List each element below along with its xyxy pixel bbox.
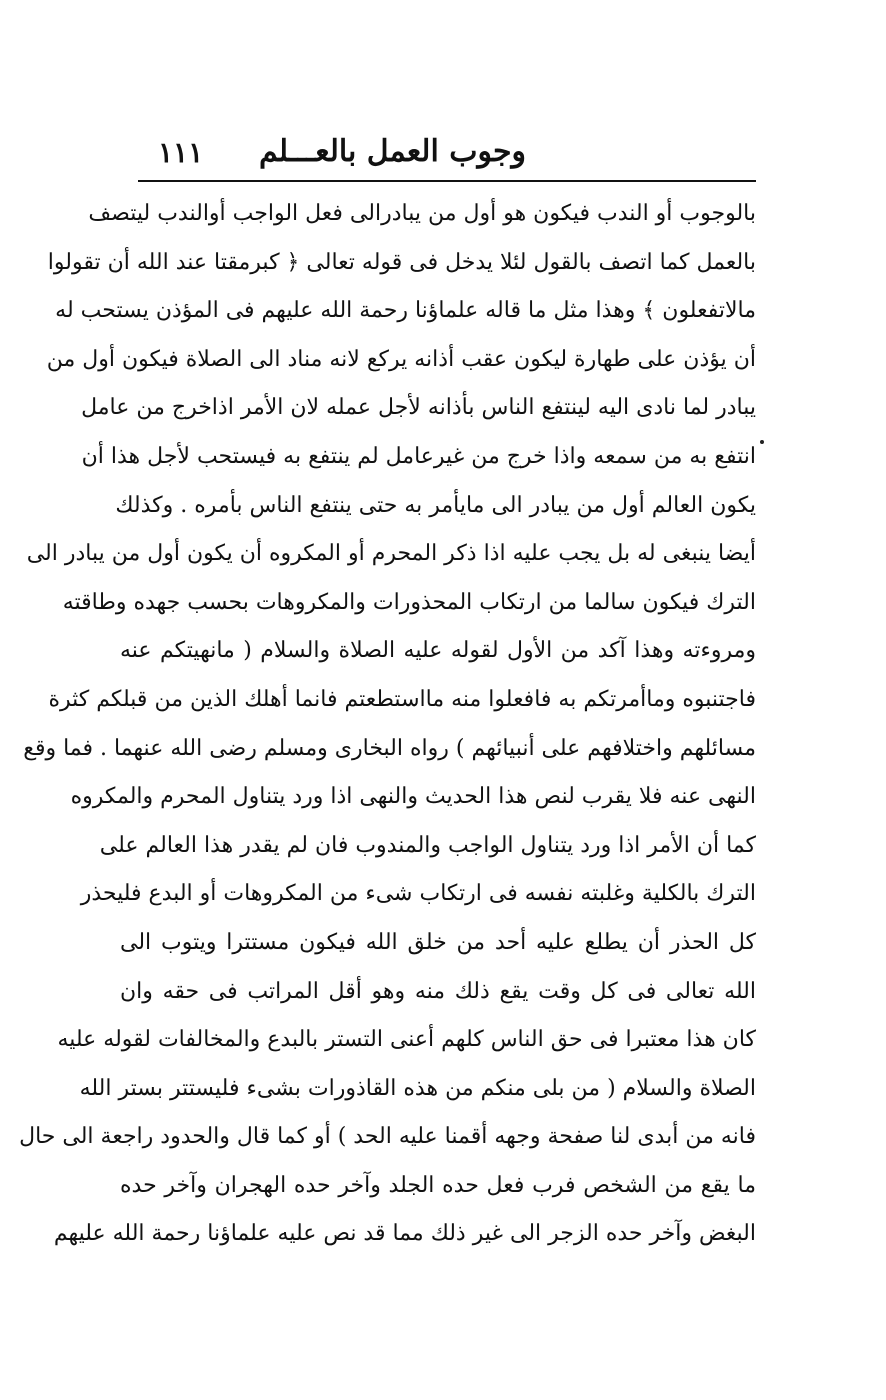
text-line: بالعمل كما اتصف بالقول لئلا يدخل فى قوله تعالى ﴿ كبرمقتا عند الله أن تقولوا bbox=[47, 249, 756, 275]
text-line: ما يقع من الشخص فرب فعل حده الجلد وآخر حده الهجران وآخر حده bbox=[120, 1172, 756, 1198]
text-line: الله تعالى فى كل وقت يقع ذلك منه وهو أقل المراتب فى حقه وان bbox=[120, 978, 756, 1004]
text-line: فاجتنبوه وماأمرتكم به فافعلوا منه مااستطعتم فانما أهلك الذين من قبلكم كثرة bbox=[48, 686, 756, 712]
text-line: يكون العالم أول من يبادر الى مايأمر به حتى ينتفع الناس بأمره . وكذلك bbox=[115, 492, 756, 518]
text-line: مالاتفعلون ﴾ وهذا مثل ما قاله علماؤنا رحمة الله عليهم فى المؤذن يستحب له bbox=[55, 298, 756, 324]
text-line: انتفع به من سمعه واذا خرج من غيرعامل لم ينتفع به فيستحب لأجل هذا أن bbox=[81, 443, 756, 469]
text-line: الترك بالكلية وغلبته نفسه فى ارتكاب شىء من المكروهات أو البدع فليحذر bbox=[80, 881, 756, 907]
page-header bbox=[138, 128, 756, 180]
body-text bbox=[19, 190, 756, 1259]
text-line: مسائلهم واختلافهم على أنبيائهم ) رواه البخارى ومسلم رضى الله عنهما . فما وقع bbox=[23, 735, 756, 761]
text-line: كان هذا معتبرا فى حق الناس كلهم أعنى التستر بالبدع والمخالفات لقوله عليه bbox=[57, 1027, 756, 1053]
header-rule bbox=[138, 180, 756, 182]
text-line: النهى عنه فلا يقرب لنص هذا الحديث والنهى اذا ورد يتناول المحرم والمكروه bbox=[70, 784, 756, 810]
text-line: كما أن الأمر اذا ورد يتناول الواجب والمندوب فان لم يقدر هذا العالم على bbox=[99, 832, 756, 858]
text-line: كل الحذر أن يطلع عليه أحد من خلق الله فيكون مستترا ويتوب الى bbox=[120, 929, 756, 955]
text-line: فانه من أبدى لنا صفحة وجهه أقمنا عليه الحد ) أو كما قال والحدود راجعة الى حال bbox=[19, 1124, 756, 1150]
text-line: ومروءته وهذا آكد من الأول لقوله عليه الصلاة والسلام ( مانهيتكم عنه bbox=[120, 638, 756, 664]
text-line: الصلاة والسلام ( من بلى منكم من هذه القاذورات بشىء فليستتر بستر الله bbox=[79, 1075, 756, 1101]
text-line: أن يؤذن على طهارة ليكون عقب أذانه يركع لانه مناد الى الصلاة فيكون أول من bbox=[46, 346, 756, 372]
text-line: يبادر لما نادى اليه لينتفع الناس بأذانه لأجل عمله لان الأمر اذاخرج من عامل bbox=[81, 395, 756, 421]
text-line: بالوجوب أو الندب فيكون هو أول من يبادرالى فعل الواجب أوالندب ليتصف bbox=[88, 201, 756, 226]
text-line: البغض وآخر حده الزجر الى غير ذلك مما قد نص عليه علماؤنا رحمة الله عليهم bbox=[53, 1221, 756, 1247]
text-line: الترك فيكون سالما من ارتكاب المحذورات والمكروهات بحسب جهده وطاقته bbox=[62, 589, 756, 615]
page-number: ١١١ bbox=[158, 136, 204, 169]
text-line: أيضا ينبغى له بل يجب عليه اذا ذكر المحرم أو المكروه أن يكون أول من يبادر الى bbox=[26, 541, 756, 567]
margin-mark bbox=[760, 440, 764, 444]
running-title: وجوب العمل بالعـــلم bbox=[258, 134, 526, 169]
